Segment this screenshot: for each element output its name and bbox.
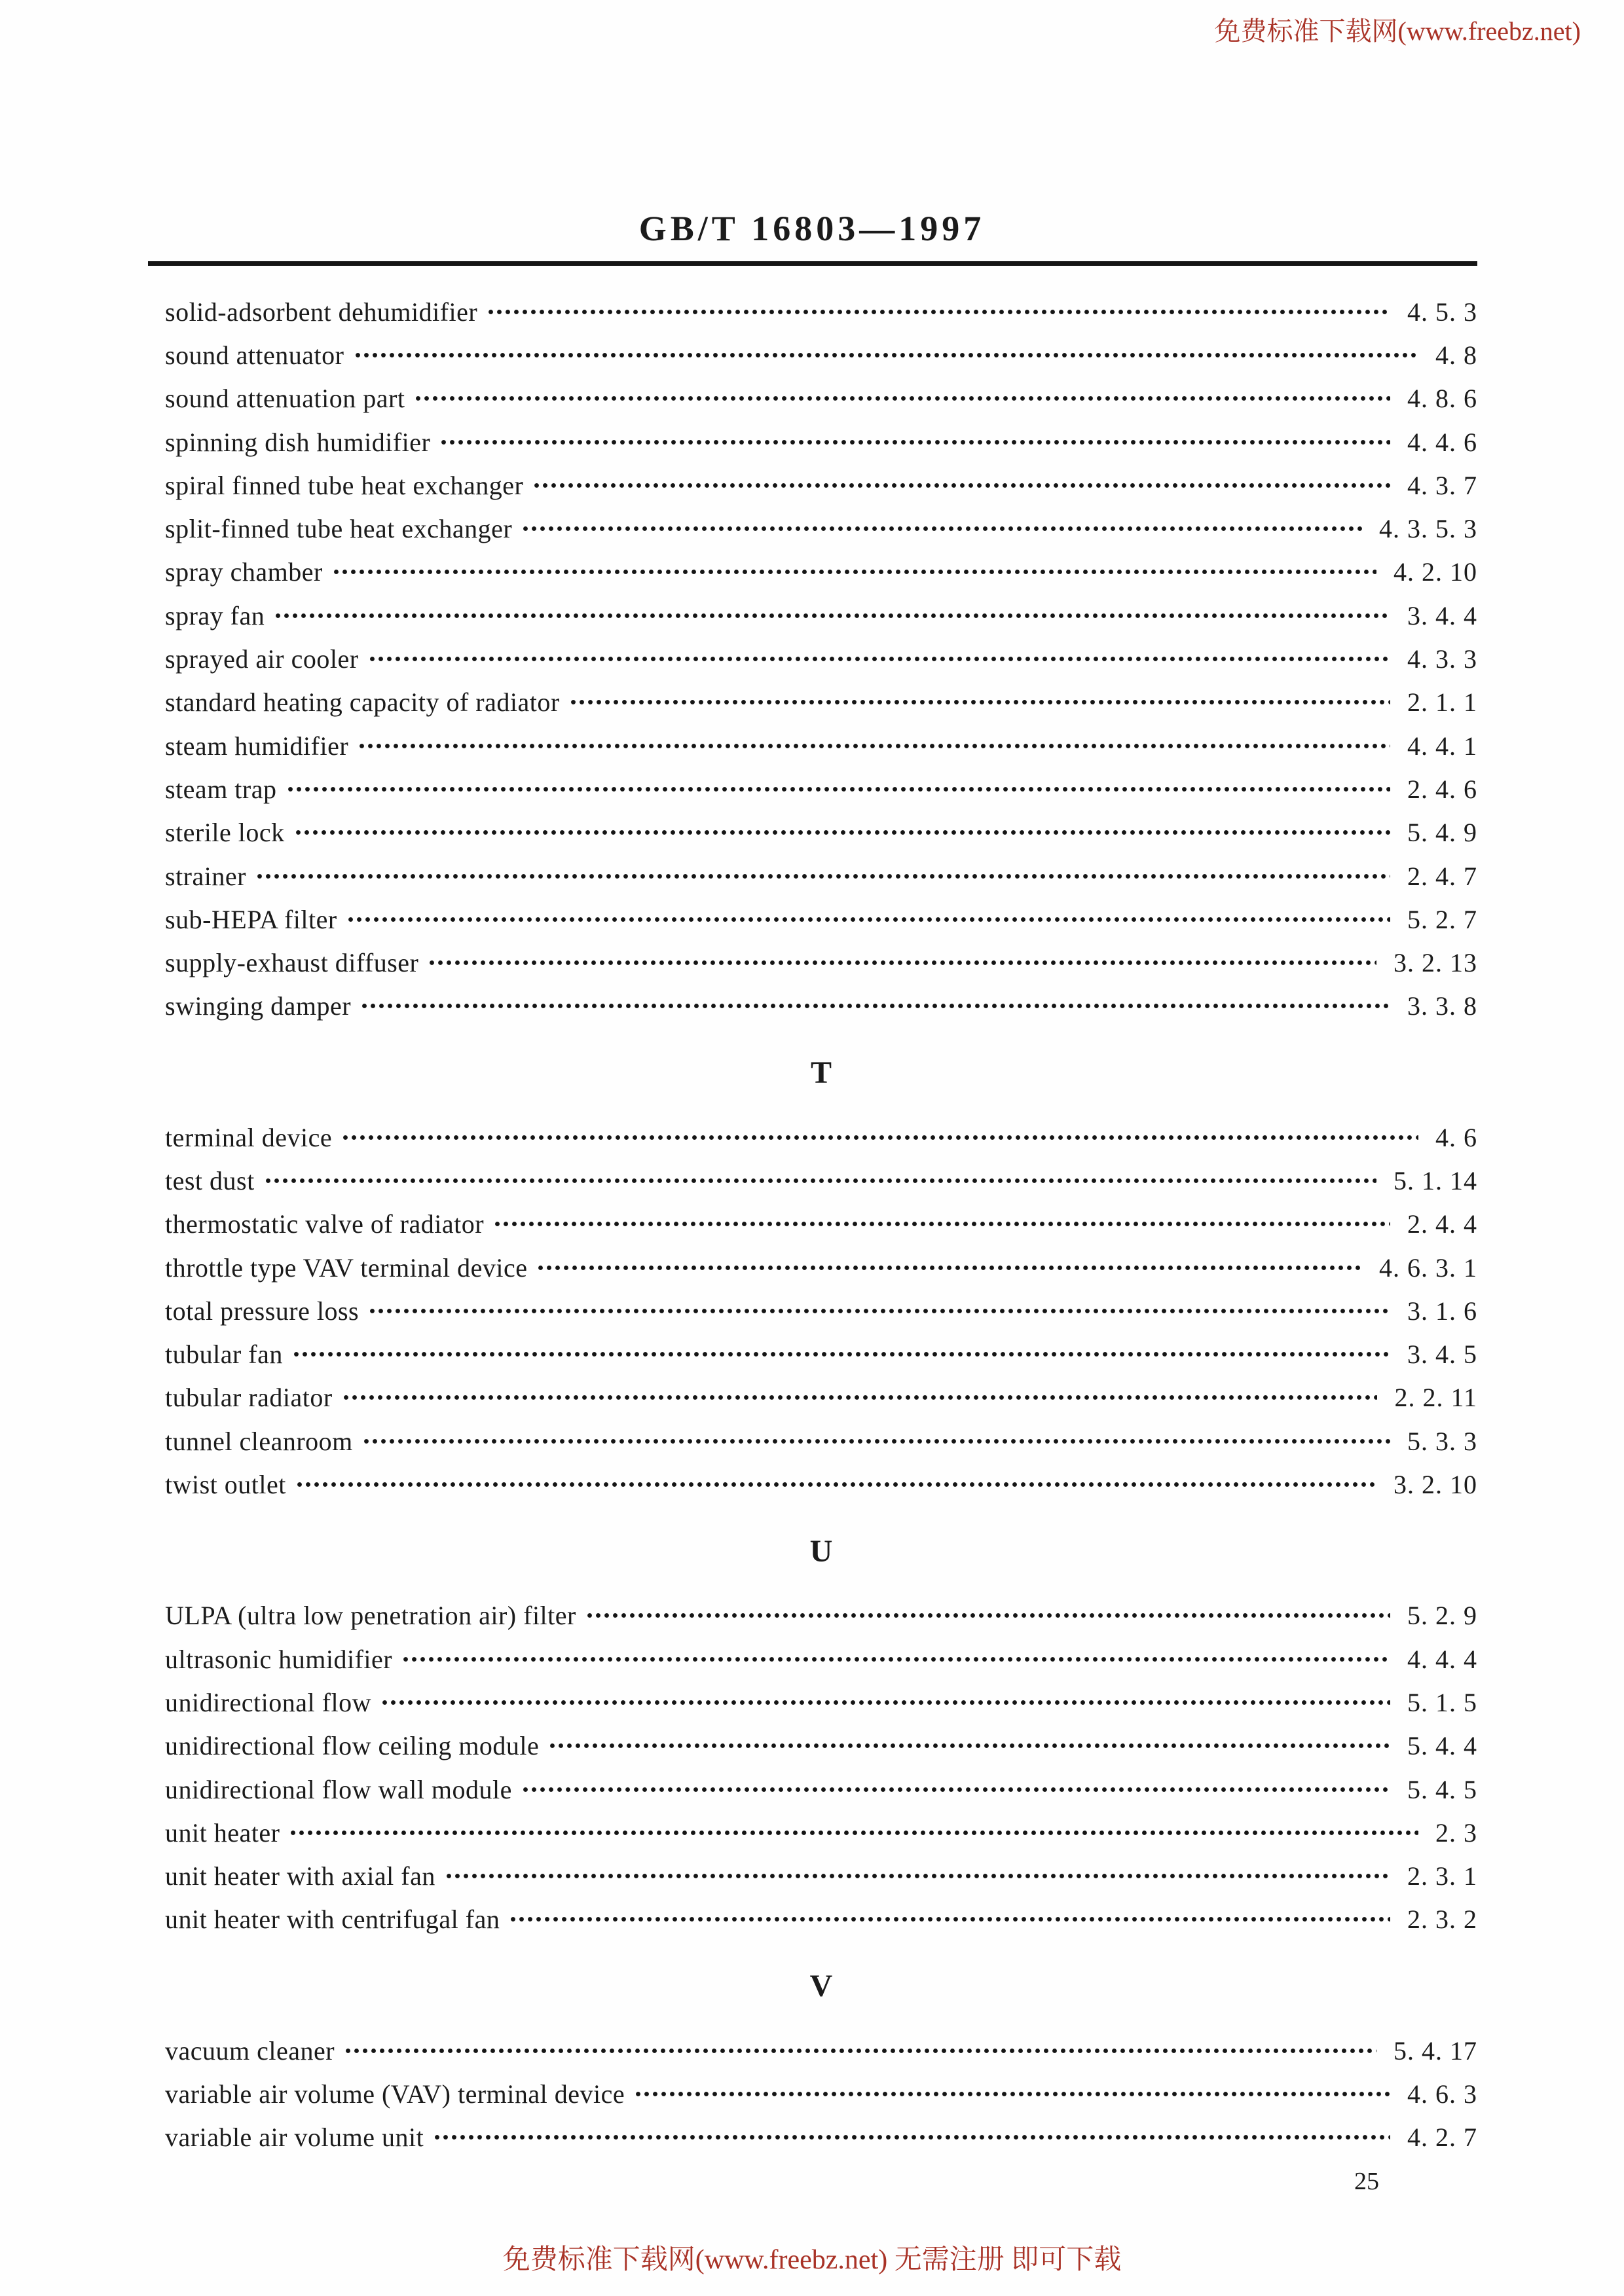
index-entry-row xyxy=(165,1724,1477,1768)
dot-leader xyxy=(569,681,1390,724)
index-entry-row xyxy=(165,681,1477,724)
index-section-ref: 5. 3. 3 xyxy=(1407,1426,1477,1456)
index-term: unidirectional flow ceiling module xyxy=(165,1731,540,1761)
index-term: steam trap xyxy=(165,774,277,804)
index-term: solid-adsorbent dehumidifier xyxy=(165,297,478,327)
page-title: GB/T 16803—1997 xyxy=(638,209,986,248)
index-term: spray chamber xyxy=(165,557,323,587)
index-entry-row xyxy=(165,941,1477,984)
index-term: sterile lock xyxy=(165,818,285,848)
index-section-ref: 2. 2. 11 xyxy=(1394,1383,1477,1413)
dot-leader xyxy=(439,420,1390,464)
index-section-ref: 4. 4. 6 xyxy=(1407,427,1477,457)
index-section-ref: 4. 6. 3. 1 xyxy=(1379,1252,1477,1283)
page-number: 25 xyxy=(1354,2167,1379,2195)
index-entry-row xyxy=(165,290,1477,333)
dot-leader xyxy=(274,594,1390,637)
index-list xyxy=(165,290,1477,2196)
index-entry-row xyxy=(165,811,1477,854)
index-section-ref: 3. 4. 5 xyxy=(1407,1339,1477,1370)
index-entry-row xyxy=(165,551,1477,594)
index-entry-row xyxy=(165,464,1477,507)
index-entry-row xyxy=(165,2029,1477,2072)
dot-leader xyxy=(292,1333,1390,1376)
index-section-ref: 5. 1. 14 xyxy=(1393,1165,1477,1195)
index-term: ultrasonic humidifier xyxy=(165,1644,393,1674)
index-term: test dust xyxy=(165,1165,255,1195)
index-entry-row xyxy=(165,1811,1477,1854)
index-entry-row xyxy=(165,2072,1477,2115)
index-entry-row xyxy=(165,1246,1477,1289)
dot-leader xyxy=(295,1463,1376,1506)
index-section-ref: 2. 4. 4 xyxy=(1407,1209,1477,1239)
index-term: sub-HEPA filter xyxy=(165,904,337,934)
dot-leader xyxy=(294,811,1390,854)
index-section-ref: 2. 3 xyxy=(1435,1817,1477,1848)
index-entry-row xyxy=(165,1898,1477,1941)
index-entry-row xyxy=(165,724,1477,767)
index-section-ref: 4. 6 xyxy=(1435,1122,1477,1152)
index-entry-row xyxy=(165,1203,1477,1246)
index-entry-row xyxy=(165,898,1477,941)
index-term: variable air volume (VAV) terminal device xyxy=(165,2079,625,2109)
index-section-ref: 3. 2. 13 xyxy=(1393,948,1477,978)
index-section-ref: 2. 1. 1 xyxy=(1407,687,1477,718)
index-entry-row xyxy=(165,854,1477,898)
document-header xyxy=(0,208,1624,249)
index-term: vacuum cleaner xyxy=(165,2035,335,2066)
index-section-ref: 5. 4. 5 xyxy=(1407,1774,1477,1804)
index-term: thermostatic valve of radiator xyxy=(165,1209,485,1239)
index-term: sound attenuator xyxy=(165,340,344,370)
dot-leader xyxy=(289,1811,1418,1854)
index-term: spray fan xyxy=(165,600,265,630)
index-section-ref: 3. 2. 10 xyxy=(1393,1470,1477,1500)
index-entry-row xyxy=(165,507,1477,550)
index-term: unit heater with axial fan xyxy=(165,1861,435,1891)
dot-leader xyxy=(536,1246,1362,1289)
index-section-ref: 5. 2. 9 xyxy=(1407,1601,1477,1631)
dot-leader xyxy=(414,377,1390,420)
section-letter: T xyxy=(810,1055,832,1091)
index-section-ref: 4. 8. 6 xyxy=(1407,384,1477,414)
dot-leader xyxy=(354,333,1419,376)
index-entry-row xyxy=(165,637,1477,680)
dot-leader xyxy=(346,898,1390,941)
index-section-ref: 4. 3. 3 xyxy=(1407,644,1477,674)
index-entry-row xyxy=(165,1681,1477,1724)
index-section-ref: 5. 4. 17 xyxy=(1393,2035,1477,2066)
index-section-ref: 4. 2. 7 xyxy=(1407,2123,1477,2153)
dot-leader xyxy=(433,2116,1390,2159)
dot-leader xyxy=(634,2072,1390,2115)
index-term: unit heater xyxy=(165,1817,280,1848)
section-letter: V xyxy=(809,1969,833,2004)
index-section-ref: 5. 4. 9 xyxy=(1407,818,1477,848)
index-entry-row xyxy=(165,1116,1477,1159)
index-entry-row xyxy=(165,767,1477,811)
index-entry-row xyxy=(165,1594,1477,1637)
index-section-ref: 5. 4. 4 xyxy=(1407,1731,1477,1761)
index-term: standard heating capacity of radiator xyxy=(165,687,560,718)
dot-leader xyxy=(521,507,1362,550)
index-term: split-finned tube heat exchanger xyxy=(165,514,513,544)
dot-leader xyxy=(342,1376,1378,1419)
dot-leader xyxy=(344,2029,1376,2072)
dot-leader xyxy=(264,1159,1376,1202)
dot-leader xyxy=(255,854,1390,898)
dot-leader xyxy=(585,1594,1390,1637)
index-entry-row xyxy=(165,1159,1477,1202)
index-entry-row xyxy=(165,2116,1477,2159)
index-section-ref: 4. 4. 1 xyxy=(1407,731,1477,761)
index-term: variable air volume unit xyxy=(165,2123,424,2153)
dot-leader xyxy=(358,724,1390,767)
index-entry-row xyxy=(165,1419,1477,1463)
index-term: supply-exhaust diffuser xyxy=(165,948,419,978)
index-term: sprayed air cooler xyxy=(165,644,359,674)
dot-leader xyxy=(380,1681,1390,1724)
index-section-ref: 4. 5. 3 xyxy=(1407,297,1477,327)
dot-leader xyxy=(368,637,1390,680)
index-entry-row xyxy=(165,1768,1477,1811)
index-section-ref: 3. 4. 4 xyxy=(1407,600,1477,630)
index-section-ref: 2. 4. 6 xyxy=(1407,774,1477,804)
index-term: spiral finned tube heat exchanger xyxy=(165,470,524,500)
dot-leader xyxy=(428,941,1376,984)
index-section-ref: 4. 3. 7 xyxy=(1407,470,1477,500)
index-section-ref: 5. 1. 5 xyxy=(1407,1687,1477,1717)
index-term: ULPA (ultra low penetration air) filter xyxy=(165,1601,576,1631)
top-watermark: 免费标准下载网(www.freebz.net) xyxy=(1214,16,1581,46)
dot-leader xyxy=(286,767,1391,811)
index-term: strainer xyxy=(165,861,246,891)
section-letter-heading xyxy=(165,1965,1477,2008)
dot-leader xyxy=(509,1898,1390,1941)
dot-leader xyxy=(362,1419,1390,1463)
dot-leader xyxy=(360,985,1390,1028)
section-letter-heading xyxy=(165,1530,1477,1573)
index-entry-row xyxy=(165,1855,1477,1898)
index-term: tubular radiator xyxy=(165,1383,333,1413)
index-section-ref: 5. 2. 7 xyxy=(1407,904,1477,934)
index-entry-row xyxy=(165,1637,1477,1681)
index-term: terminal device xyxy=(165,1122,333,1152)
index-term: tunnel cleanroom xyxy=(165,1426,353,1456)
dot-leader xyxy=(521,1768,1390,1811)
index-section-ref: 3. 3. 8 xyxy=(1407,991,1477,1021)
index-term: throttle type VAV terminal device xyxy=(165,1252,528,1283)
dot-leader xyxy=(341,1116,1418,1159)
index-term: sound attenuation part xyxy=(165,384,405,414)
index-entry-row xyxy=(165,1463,1477,1506)
dot-leader xyxy=(493,1203,1390,1246)
index-entry-row xyxy=(165,1333,1477,1376)
dot-leader xyxy=(332,551,1376,594)
dot-leader xyxy=(445,1855,1390,1898)
header-rule xyxy=(148,261,1477,266)
index-section-ref: 2. 4. 7 xyxy=(1407,861,1477,891)
index-section-ref: 4. 6. 3 xyxy=(1407,2079,1477,2109)
section-letter-heading xyxy=(165,1051,1477,1095)
bottom-watermark: 免费标准下载网(www.freebz.net) 无需注册 即可下载 xyxy=(502,2245,1122,2275)
index-section-ref: 3. 1. 6 xyxy=(1407,1296,1477,1326)
index-term: unidirectional flow wall module xyxy=(165,1774,512,1804)
dot-leader xyxy=(368,1289,1390,1332)
index-section-ref: 4. 4. 4 xyxy=(1407,1644,1477,1674)
index-entry-row xyxy=(165,1289,1477,1332)
index-term: steam humidifier xyxy=(165,731,349,761)
index-entry-row xyxy=(165,1376,1477,1419)
index-term: spinning dish humidifier xyxy=(165,427,431,457)
index-section-ref: 2. 3. 2 xyxy=(1407,1904,1477,1935)
index-section-ref: 2. 3. 1 xyxy=(1407,1861,1477,1891)
index-section-ref: 4. 3. 5. 3 xyxy=(1379,514,1477,544)
index-term: unit heater with centrifugal fan xyxy=(165,1904,500,1935)
index-term: tubular fan xyxy=(165,1339,283,1370)
index-entry-row xyxy=(165,333,1477,376)
index-entry-row xyxy=(165,420,1477,464)
section-letter: U xyxy=(809,1533,833,1569)
dot-leader xyxy=(532,464,1390,507)
index-entry-row xyxy=(165,377,1477,420)
index-section-ref: 4. 2. 10 xyxy=(1393,557,1477,587)
dot-leader xyxy=(548,1724,1390,1768)
index-term: twist outlet xyxy=(165,1470,286,1500)
index-term: unidirectional flow xyxy=(165,1687,371,1717)
dot-leader xyxy=(487,290,1390,333)
dot-leader xyxy=(401,1637,1390,1681)
index-term: swinging damper xyxy=(165,991,352,1021)
index-term: total pressure loss xyxy=(165,1296,360,1326)
index-section-ref: 4. 8 xyxy=(1435,340,1477,370)
index-entry-row xyxy=(165,594,1477,637)
index-entry-row xyxy=(165,985,1477,1028)
